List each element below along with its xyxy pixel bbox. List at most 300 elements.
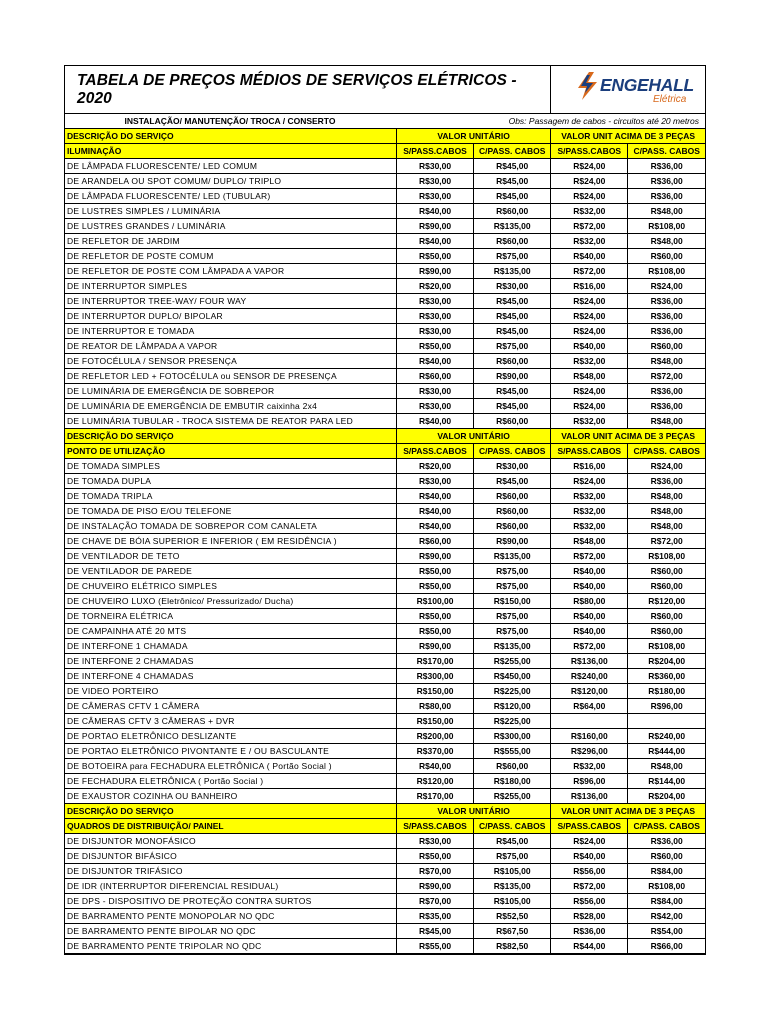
price-cell: R$32,00	[551, 489, 628, 504]
service-description: DE INTERRUPTOR SIMPLES	[65, 279, 397, 294]
heading-unit-value: VALOR UNITÁRIO	[397, 429, 551, 444]
table-row	[65, 309, 705, 324]
price-cell: R$40,00	[551, 249, 628, 264]
service-description: DE VIDEO PORTEIRO	[65, 684, 397, 699]
service-description: DE REFLETOR LED + FOTOCÉLULA ou SENSOR DE PRESENÇA	[65, 369, 397, 384]
logo-brand-text: ENGEHALL	[600, 75, 694, 95]
price-cell: R$82,50	[474, 939, 551, 954]
price-cell: R$60,00	[474, 504, 551, 519]
price-cell: R$70,00	[397, 894, 474, 909]
price-cell: R$45,00	[474, 159, 551, 174]
service-description: DE PORTAO ELETRÔNICO DESLIZANTE	[65, 729, 397, 744]
price-cell: R$60,00	[628, 564, 705, 579]
price-cell: R$108,00	[628, 264, 705, 279]
price-cell: R$75,00	[474, 564, 551, 579]
price-cell: R$40,00	[397, 504, 474, 519]
category-row	[65, 144, 705, 159]
company-logo	[550, 66, 705, 113]
heading-description: DESCRIÇÃO DO SERVIÇO	[65, 129, 397, 144]
price-cell: R$24,00	[551, 474, 628, 489]
price-cell: R$45,00	[474, 384, 551, 399]
column-header: S/PASS.CABOS	[551, 819, 628, 834]
table-row	[65, 384, 705, 399]
service-description: DE EXAUSTOR COZINHA OU BANHEIRO	[65, 789, 397, 804]
price-cell: R$40,00	[551, 609, 628, 624]
column-header: C/PASS. CABOS	[628, 144, 705, 159]
service-description: DE BOTOEIRA para FECHADURA ELETRÔNICA ( Portão Social )	[65, 759, 397, 774]
table-row	[65, 459, 705, 474]
table-row	[65, 594, 705, 609]
service-description: DE CÂMERAS CFTV 1 CÂMERA	[65, 699, 397, 714]
price-cell: R$96,00	[628, 699, 705, 714]
column-header: C/PASS. CABOS	[474, 819, 551, 834]
price-cell: R$32,00	[551, 504, 628, 519]
price-cell: R$24,00	[551, 309, 628, 324]
price-cell: R$20,00	[397, 279, 474, 294]
service-description: DE DPS - DISPOSITIVO DE PROTEÇÃO CONTRA SURTOS	[65, 894, 397, 909]
price-cell: R$136,00	[551, 789, 628, 804]
price-cell: R$52,50	[474, 909, 551, 924]
table-row	[65, 789, 705, 804]
price-cell: R$555,00	[474, 744, 551, 759]
price-cell: R$75,00	[474, 249, 551, 264]
table-row	[65, 624, 705, 639]
price-cell: R$30,00	[474, 459, 551, 474]
category-name: QUADROS DE DISTRIBUIÇÃO/ PAINEL	[65, 819, 397, 834]
page-title: TABELA DE PREÇOS MÉDIOS DE SERVIÇOS ELÉTRICOS - 2020	[77, 71, 517, 107]
price-cell: R$90,00	[397, 219, 474, 234]
price-cell: R$36,00	[628, 324, 705, 339]
subtitle: INSTALAÇÃO/ MANUTENÇÃO/ TROCA / CONSERTO	[124, 116, 336, 126]
price-cell: R$45,00	[474, 294, 551, 309]
table-row	[65, 264, 705, 279]
price-cell: R$40,00	[551, 849, 628, 864]
service-description: DE PORTAO ELETRÔNICO PIVONTANTE E / OU BASCULANTE	[65, 744, 397, 759]
table-row	[65, 369, 705, 384]
lightning-bolt-icon	[573, 71, 603, 101]
price-cell: R$32,00	[551, 354, 628, 369]
service-description: DE REFLETOR DE JARDIM	[65, 234, 397, 249]
table-row	[65, 534, 705, 549]
price-cell: R$72,00	[628, 534, 705, 549]
service-description: DE INTERRUPTOR TREE-WAY/ FOUR WAY	[65, 294, 397, 309]
price-cell: R$32,00	[551, 234, 628, 249]
price-cell: R$108,00	[628, 639, 705, 654]
price-cell: R$60,00	[474, 519, 551, 534]
price-cell: R$64,00	[551, 699, 628, 714]
price-cell: R$135,00	[474, 639, 551, 654]
price-cell: R$67,50	[474, 924, 551, 939]
price-cell: R$105,00	[474, 894, 551, 909]
table-row	[65, 324, 705, 339]
service-description: DE REATOR DE LÂMPADA A VAPOR	[65, 339, 397, 354]
price-cell: R$75,00	[474, 339, 551, 354]
price-cell: R$50,00	[397, 849, 474, 864]
service-description: DE FECHADURA ELETRÔNICA ( Portão Social )	[65, 774, 397, 789]
price-cell: R$32,00	[551, 759, 628, 774]
price-cell: R$48,00	[628, 354, 705, 369]
column-header: C/PASS. CABOS	[628, 444, 705, 459]
price-cell: R$32,00	[551, 519, 628, 534]
logo-sub-text: Elétrica	[653, 94, 687, 105]
table-row	[65, 279, 705, 294]
table-row	[65, 399, 705, 414]
service-description: DE CAMPAINHA ATÉ 20 MTS	[65, 624, 397, 639]
heading-bulk-value: VALOR UNIT ACIMA DE 3 PEÇAS	[551, 429, 705, 444]
price-cell: R$60,00	[474, 204, 551, 219]
table-row	[65, 219, 705, 234]
price-cell: R$45,00	[474, 174, 551, 189]
table-row	[65, 639, 705, 654]
price-cell: R$170,00	[397, 654, 474, 669]
price-cell: R$48,00	[628, 519, 705, 534]
price-cell: R$360,00	[628, 669, 705, 684]
price-cell: R$75,00	[474, 624, 551, 639]
service-description: DE LUMINÁRIA DE EMERGÊNCIA DE SOBREPOR	[65, 384, 397, 399]
price-cell: R$24,00	[551, 189, 628, 204]
section-heading-row	[65, 429, 705, 444]
price-cell: R$60,00	[628, 579, 705, 594]
price-cell: R$225,00	[474, 684, 551, 699]
price-cell: R$45,00	[474, 834, 551, 849]
price-cell: R$60,00	[628, 849, 705, 864]
price-cell: R$20,00	[397, 459, 474, 474]
price-cell: R$16,00	[551, 279, 628, 294]
price-cell: R$135,00	[474, 264, 551, 279]
table-row	[65, 669, 705, 684]
price-cell: R$105,00	[474, 864, 551, 879]
price-cell: R$75,00	[474, 849, 551, 864]
column-header: S/PASS.CABOS	[397, 444, 474, 459]
table-row	[65, 249, 705, 264]
price-cell: R$30,00	[397, 174, 474, 189]
heading-bulk-value: VALOR UNIT ACIMA DE 3 PEÇAS	[551, 129, 705, 144]
table-row	[65, 519, 705, 534]
service-description: DE REFLETOR DE POSTE COMUM	[65, 249, 397, 264]
table-row	[65, 294, 705, 309]
heading-description: DESCRIÇÃO DO SERVIÇO	[65, 804, 397, 819]
heading-unit-value: VALOR UNITÁRIO	[397, 129, 551, 144]
price-cell: R$144,00	[628, 774, 705, 789]
price-cell: R$240,00	[628, 729, 705, 744]
service-description: DE INTERRUPTOR DUPLO/ BIPOLAR	[65, 309, 397, 324]
column-header: C/PASS. CABOS	[474, 144, 551, 159]
section-heading-row	[65, 804, 705, 819]
price-cell	[628, 714, 705, 729]
price-cell: R$60,00	[474, 489, 551, 504]
service-description: DE LÂMPADA FLUORESCENTE/ LED (TUBULAR)	[65, 189, 397, 204]
price-cell: R$40,00	[397, 234, 474, 249]
price-cell: R$80,00	[397, 699, 474, 714]
price-cell: R$45,00	[474, 399, 551, 414]
price-cell: R$30,00	[397, 159, 474, 174]
price-cell: R$30,00	[397, 474, 474, 489]
price-cell: R$50,00	[397, 624, 474, 639]
price-cell: R$48,00	[628, 759, 705, 774]
service-description: DE CÂMERAS CFTV 3 CÂMERAS + DVR	[65, 714, 397, 729]
price-cell: R$72,00	[551, 264, 628, 279]
price-cell: R$60,00	[628, 339, 705, 354]
price-cell: R$60,00	[397, 369, 474, 384]
price-cell: R$30,00	[397, 384, 474, 399]
table-row	[65, 234, 705, 249]
price-cell: R$255,00	[474, 654, 551, 669]
category-name: ILUMINAÇÃO	[65, 144, 397, 159]
category-row	[65, 444, 705, 459]
service-description: DE TOMADA SIMPLES	[65, 459, 397, 474]
price-cell: R$135,00	[474, 879, 551, 894]
price-cell: R$36,00	[551, 924, 628, 939]
service-description: DE ARANDELA OU SPOT COMUM/ DUPLO/ TRIPLO	[65, 174, 397, 189]
price-sheet	[64, 65, 706, 955]
price-cell: R$90,00	[397, 879, 474, 894]
column-header: S/PASS.CABOS	[551, 144, 628, 159]
price-cell: R$90,00	[397, 549, 474, 564]
price-cell: R$36,00	[628, 384, 705, 399]
heading-bulk-value: VALOR UNIT ACIMA DE 3 PEÇAS	[551, 804, 705, 819]
service-description: DE LUMINÁRIA TUBULAR - TROCA SISTEMA DE REATOR PARA LED	[65, 414, 397, 429]
price-cell: R$75,00	[474, 609, 551, 624]
column-header: S/PASS.CABOS	[397, 819, 474, 834]
price-cell: R$56,00	[551, 894, 628, 909]
price-cell: R$450,00	[474, 669, 551, 684]
price-cell: R$35,00	[397, 909, 474, 924]
price-cell: R$40,00	[397, 204, 474, 219]
price-cell: R$30,00	[474, 279, 551, 294]
price-cell: R$36,00	[628, 174, 705, 189]
service-description: DE CHUVEIRO ELÉTRICO SIMPLES	[65, 579, 397, 594]
service-description: DE TOMADA DE PISO E/OU TELEFONE	[65, 504, 397, 519]
column-header: S/PASS.CABOS	[551, 444, 628, 459]
price-cell: R$66,00	[628, 939, 705, 954]
service-description: DE DISJUNTOR TRIFÁSICO	[65, 864, 397, 879]
table-row	[65, 849, 705, 864]
column-header: C/PASS. CABOS	[474, 444, 551, 459]
category-row	[65, 819, 705, 834]
table-row	[65, 414, 705, 429]
price-cell: R$55,00	[397, 939, 474, 954]
price-cell: R$50,00	[397, 564, 474, 579]
price-cell: R$45,00	[474, 189, 551, 204]
price-cell: R$24,00	[551, 834, 628, 849]
table-row	[65, 879, 705, 894]
service-description: DE INTERFONE 1 CHAMADA	[65, 639, 397, 654]
price-cell: R$225,00	[474, 714, 551, 729]
price-cell: R$30,00	[397, 324, 474, 339]
price-cell: R$24,00	[551, 399, 628, 414]
service-description: DE LUSTRES GRANDES / LUMINÁRIA	[65, 219, 397, 234]
service-description: DE BARRAMENTO PENTE BIPOLAR NO QDC	[65, 924, 397, 939]
service-description: DE INTERFONE 4 CHAMADAS	[65, 669, 397, 684]
service-description: DE CHUVEIRO LUXO (Eletrônico/ Pressurizado/ Ducha)	[65, 594, 397, 609]
price-cell: R$24,00	[628, 459, 705, 474]
price-cell: R$36,00	[628, 399, 705, 414]
price-cell: R$60,00	[474, 414, 551, 429]
price-cell: R$40,00	[397, 354, 474, 369]
price-cell: R$60,00	[628, 249, 705, 264]
service-description: DE VENTILADOR DE PAREDE	[65, 564, 397, 579]
price-cell: R$84,00	[628, 894, 705, 909]
price-cell: R$60,00	[474, 234, 551, 249]
price-cell: R$135,00	[474, 549, 551, 564]
price-cell: R$72,00	[628, 369, 705, 384]
price-cell: R$16,00	[551, 459, 628, 474]
table-row	[65, 699, 705, 714]
price-cell: R$50,00	[397, 609, 474, 624]
price-cell: R$160,00	[551, 729, 628, 744]
price-cell: R$108,00	[628, 879, 705, 894]
service-description: DE DISJUNTOR MONOFÁSICO	[65, 834, 397, 849]
service-description: DE BARRAMENTO PENTE TRIPOLAR NO QDC	[65, 939, 397, 954]
column-header: C/PASS. CABOS	[628, 819, 705, 834]
service-description: DE TORNEIRA ELÉTRICA	[65, 609, 397, 624]
price-cell: R$300,00	[474, 729, 551, 744]
table-row	[65, 729, 705, 744]
price-cell: R$24,00	[551, 324, 628, 339]
table-row	[65, 489, 705, 504]
price-cell: R$45,00	[474, 474, 551, 489]
service-description: DE VENTILADOR DE TETO	[65, 549, 397, 564]
price-cell: R$40,00	[551, 339, 628, 354]
table-row	[65, 759, 705, 774]
price-cell: R$48,00	[628, 234, 705, 249]
price-cell: R$30,00	[397, 189, 474, 204]
table-row	[65, 189, 705, 204]
price-cell: R$40,00	[397, 489, 474, 504]
price-cell: R$120,00	[628, 594, 705, 609]
table-row	[65, 894, 705, 909]
service-description: DE TOMADA DUPLA	[65, 474, 397, 489]
price-cell: R$36,00	[628, 294, 705, 309]
price-cell: R$370,00	[397, 744, 474, 759]
price-cell: R$200,00	[397, 729, 474, 744]
price-cell: R$204,00	[628, 789, 705, 804]
price-cell: R$96,00	[551, 774, 628, 789]
service-description: DE INTERFONE 2 CHAMADAS	[65, 654, 397, 669]
price-cell: R$48,00	[628, 504, 705, 519]
price-cell: R$150,00	[397, 684, 474, 699]
table-row	[65, 909, 705, 924]
price-cell: R$72,00	[551, 219, 628, 234]
price-cell: R$24,00	[628, 279, 705, 294]
price-cell: R$90,00	[397, 639, 474, 654]
table-row	[65, 474, 705, 489]
price-cell: R$40,00	[397, 414, 474, 429]
subtitle-row	[65, 114, 705, 129]
price-cell: R$72,00	[551, 639, 628, 654]
price-cell: R$108,00	[628, 219, 705, 234]
price-cell: R$180,00	[628, 684, 705, 699]
price-cell: R$36,00	[628, 309, 705, 324]
table-row	[65, 864, 705, 879]
price-cell: R$24,00	[551, 174, 628, 189]
price-cell: R$72,00	[551, 879, 628, 894]
price-cell: R$40,00	[397, 759, 474, 774]
price-cell: R$40,00	[551, 564, 628, 579]
price-cell: R$50,00	[397, 579, 474, 594]
title-row	[65, 66, 705, 114]
price-cell: R$24,00	[551, 159, 628, 174]
price-cell: R$30,00	[397, 399, 474, 414]
table-row	[65, 834, 705, 849]
table-row	[65, 174, 705, 189]
price-cell: R$296,00	[551, 744, 628, 759]
price-cell: R$240,00	[551, 669, 628, 684]
price-cell: R$40,00	[397, 519, 474, 534]
price-cell: R$54,00	[628, 924, 705, 939]
table-row	[65, 774, 705, 789]
price-cell: R$90,00	[474, 369, 551, 384]
price-cell: R$170,00	[397, 789, 474, 804]
price-cell: R$36,00	[628, 159, 705, 174]
price-cell: R$300,00	[397, 669, 474, 684]
table-row	[65, 339, 705, 354]
table-row	[65, 684, 705, 699]
price-cell: R$180,00	[474, 774, 551, 789]
price-cell: R$90,00	[474, 534, 551, 549]
price-cell: R$56,00	[551, 864, 628, 879]
category-name: PONTO DE UTILIZAÇÃO	[65, 444, 397, 459]
price-cell: R$204,00	[628, 654, 705, 669]
price-table	[65, 129, 705, 954]
price-cell: R$30,00	[397, 309, 474, 324]
price-cell: R$84,00	[628, 864, 705, 879]
price-cell: R$120,00	[397, 774, 474, 789]
price-cell: R$45,00	[474, 324, 551, 339]
price-cell: R$30,00	[397, 834, 474, 849]
price-cell: R$150,00	[397, 714, 474, 729]
price-cell: R$42,00	[628, 909, 705, 924]
price-cell: R$44,00	[551, 939, 628, 954]
price-cell: R$45,00	[474, 309, 551, 324]
price-cell: R$36,00	[628, 834, 705, 849]
service-description: DE DISJUNTOR BIFÁSICO	[65, 849, 397, 864]
price-cell: R$36,00	[628, 474, 705, 489]
service-description: DE INSTALAÇÃO TOMADA DE SOBREPOR COM CANALETA	[65, 519, 397, 534]
service-description: DE FOTOCÉLULA / SENSOR PRESENÇA	[65, 354, 397, 369]
price-cell: R$444,00	[628, 744, 705, 759]
table-row	[65, 549, 705, 564]
price-cell: R$60,00	[628, 624, 705, 639]
price-cell: R$60,00	[474, 759, 551, 774]
price-cell: R$100,00	[397, 594, 474, 609]
price-cell: R$90,00	[397, 264, 474, 279]
table-row	[65, 354, 705, 369]
table-row	[65, 924, 705, 939]
price-cell: R$48,00	[628, 489, 705, 504]
table-row	[65, 654, 705, 669]
table-row	[65, 504, 705, 519]
price-cell: R$32,00	[551, 414, 628, 429]
price-cell: R$48,00	[551, 534, 628, 549]
price-cell: R$50,00	[397, 249, 474, 264]
price-cell: R$48,00	[551, 369, 628, 384]
price-cell: R$32,00	[551, 204, 628, 219]
price-cell: R$255,00	[474, 789, 551, 804]
table-row	[65, 564, 705, 579]
price-cell: R$30,00	[397, 294, 474, 309]
service-description: DE INTERRUPTOR E TOMADA	[65, 324, 397, 339]
price-cell: R$28,00	[551, 909, 628, 924]
table-row	[65, 744, 705, 759]
price-cell: R$24,00	[551, 384, 628, 399]
price-cell: R$75,00	[474, 579, 551, 594]
price-cell: R$36,00	[628, 189, 705, 204]
price-cell	[551, 714, 628, 729]
price-cell: R$135,00	[474, 219, 551, 234]
price-cell: R$108,00	[628, 549, 705, 564]
cable-note: Obs: Passagem de cabos - circuitos até 20 metros	[508, 116, 699, 126]
